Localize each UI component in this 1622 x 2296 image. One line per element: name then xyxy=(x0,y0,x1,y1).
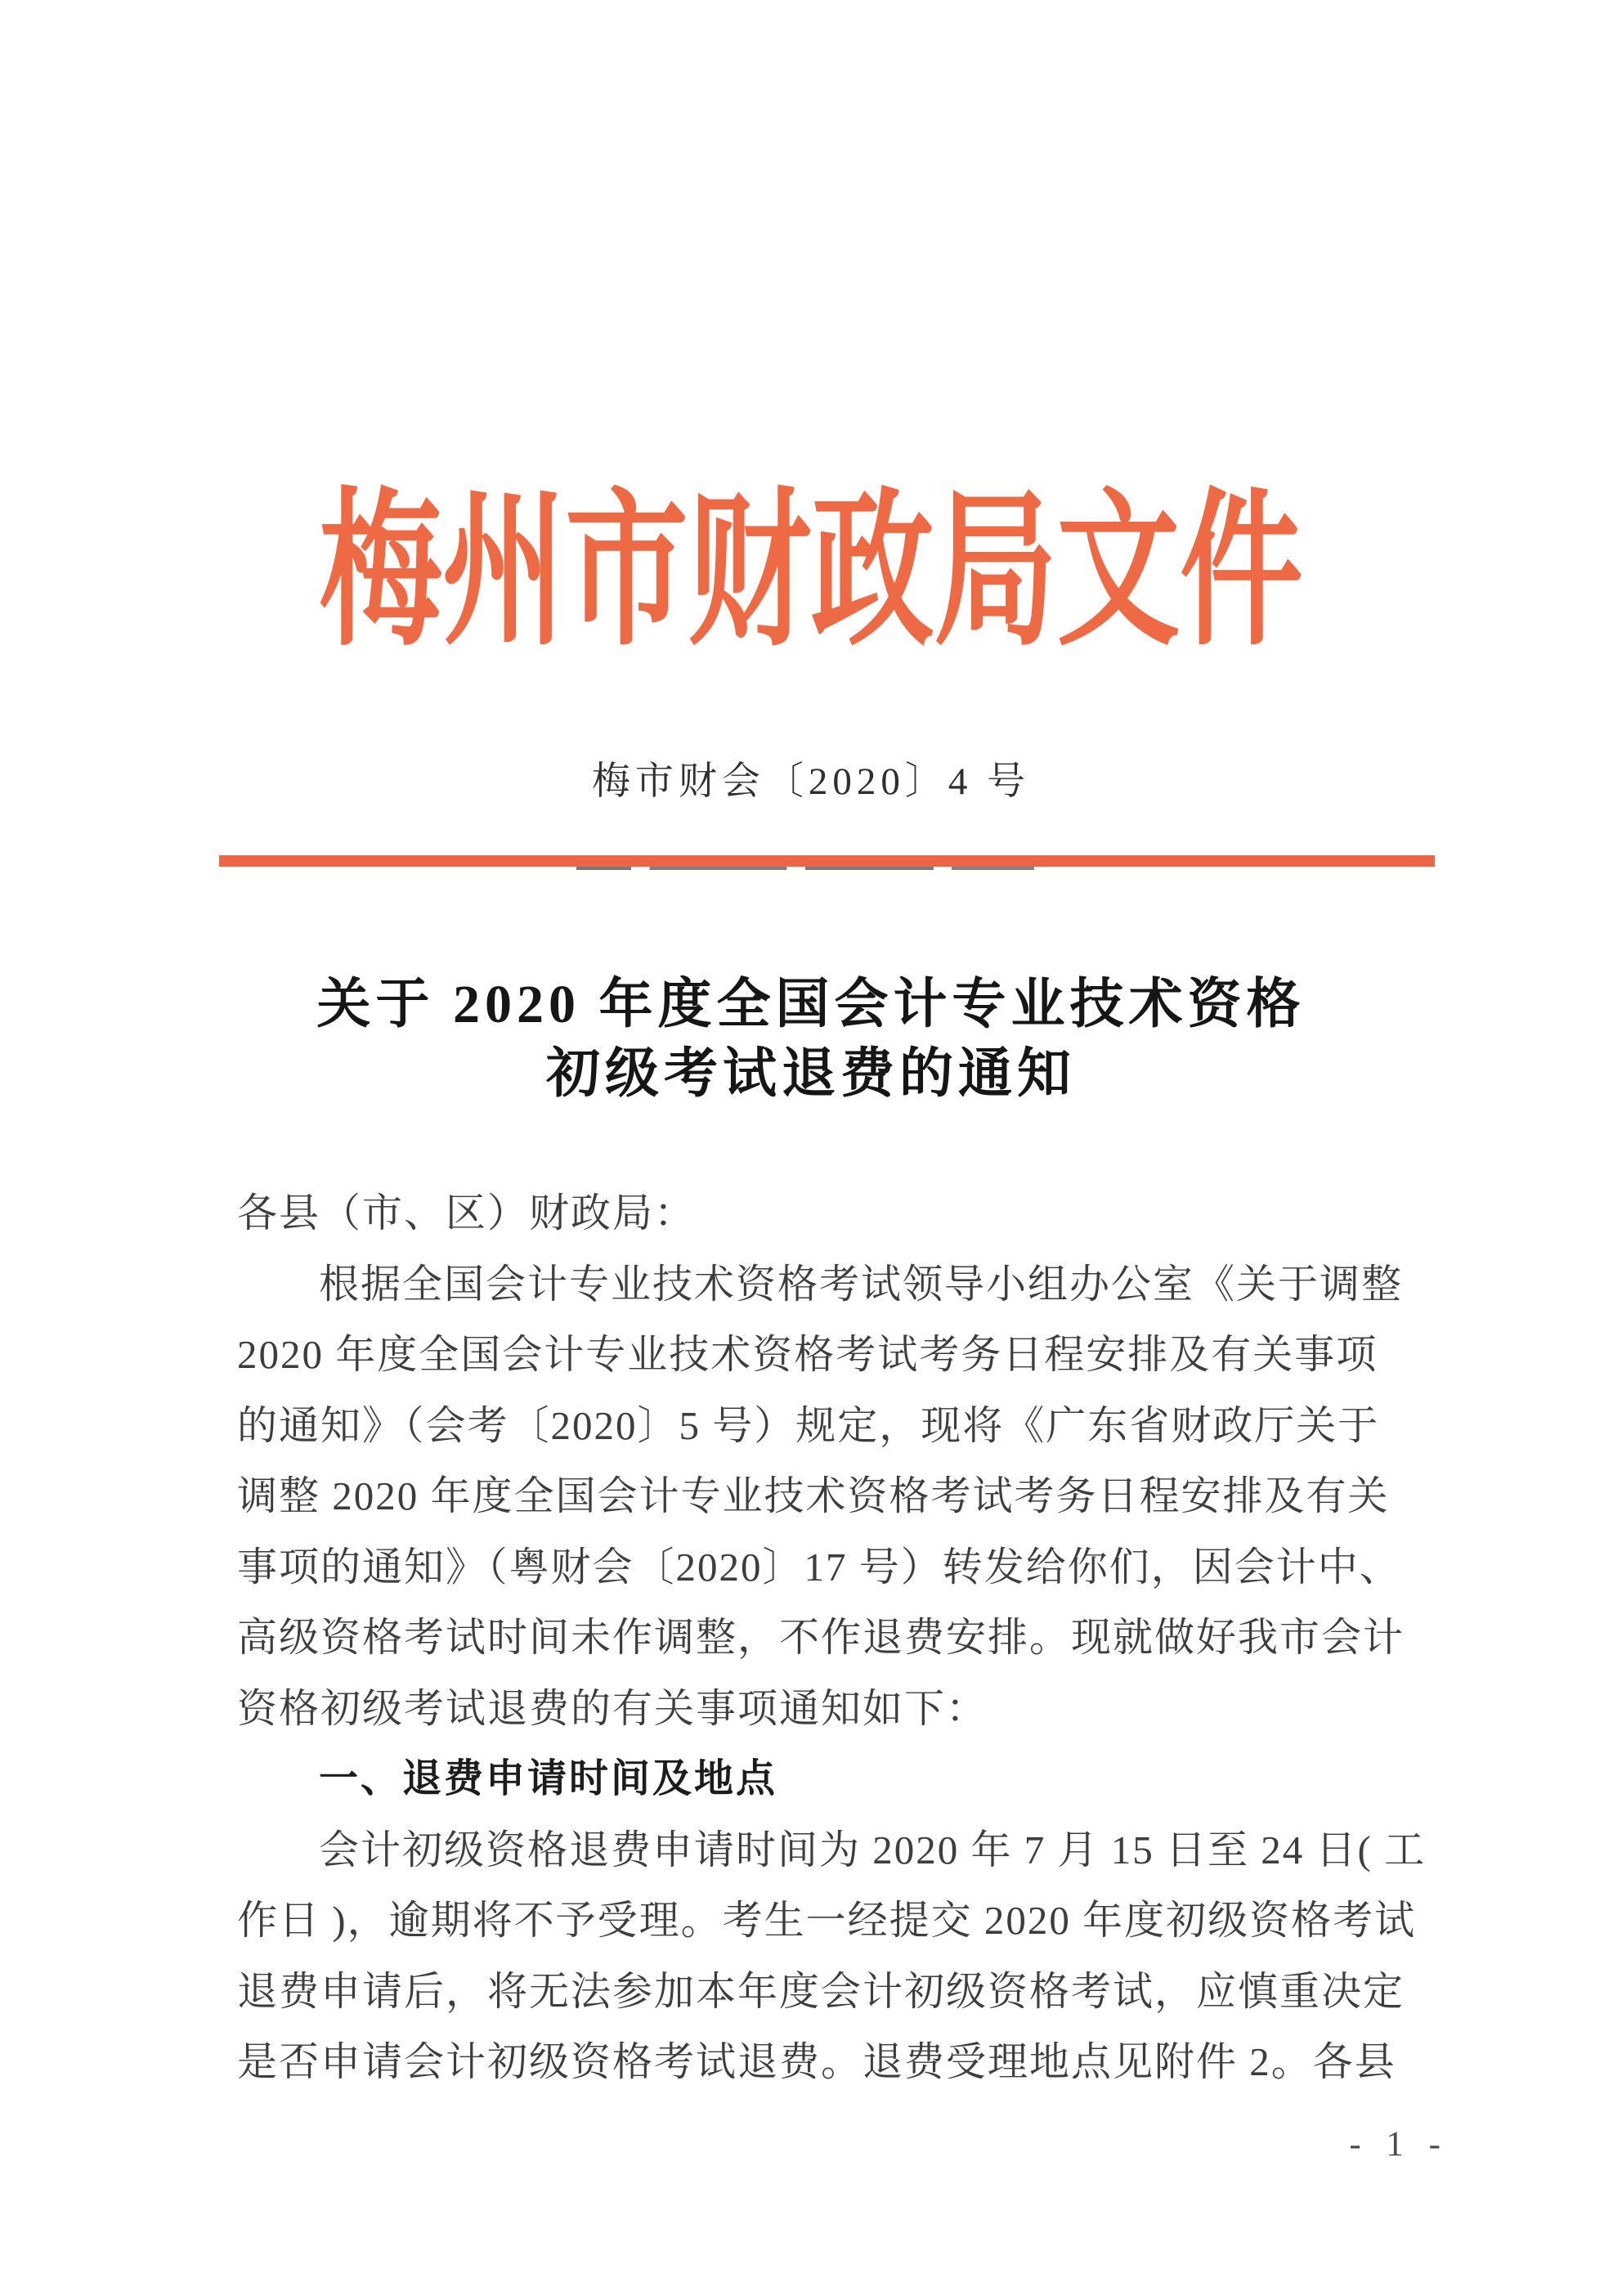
letterhead-divider-rule xyxy=(219,855,1435,867)
paragraph2-line: 作日 )，逾期将不予受理。考生一经提交 2020 年度初级资格考试 xyxy=(237,1898,1417,1943)
section1-heading: 一、退费申请时间及地点 xyxy=(319,1757,778,1800)
document-title-line-2: 初级考试退费的通知 xyxy=(546,1044,1076,1104)
paragraph1-line: 2020 年度全国会计专业技术资格考试考务日程安排及有关事项 xyxy=(237,1332,1378,1377)
paragraph1-line: 的通知》（会考〔2020〕5 号）规定，现将《广东省财政厅关于 xyxy=(237,1402,1380,1448)
page-number: - 1 - xyxy=(1349,2125,1449,2164)
paragraph1-line: 调整 2020 年度全国会计专业技术资格考试考务日程安排及有关 xyxy=(237,1473,1390,1518)
paragraph1-line: 资格初级考试退费的有关事项通知如下： xyxy=(237,1685,988,1731)
paragraph1-line: 根据全国会计专业技术资格考试领导小组办公室《关于调整 xyxy=(319,1261,1404,1307)
agency-letterhead-title: 梅州市财政局文件 xyxy=(319,478,1303,666)
scan-artifact-smudge xyxy=(576,867,1034,870)
paragraph2-line: 退费申请后，将无法参加本年度会计初级资格考试，应慎重决定 xyxy=(237,1968,1405,2014)
paragraph1-line: 事项的通知》（粤财会〔2020〕17 号）转发给你们，因会计中、 xyxy=(237,1544,1401,1590)
salutation-line: 各县（市、区）财政局： xyxy=(237,1191,697,1235)
document-body xyxy=(237,1178,1443,2098)
paragraph2-line: 是否申请会计初级资格考试退费。退费受理地点见附件 2。各县 xyxy=(237,2039,1396,2084)
paragraph1-line: 高级资格考试时间未作调整，不作退费安排。现就做好我市会计 xyxy=(237,1615,1405,1660)
paragraph2-line: 会计初级资格退费申请时间为 2020 年 7 月 15 日至 24 日( 工 xyxy=(319,1827,1427,1872)
document-title xyxy=(0,970,1622,1109)
document-reference-number: 梅市财会〔2020〕4 号 xyxy=(591,760,1031,803)
document-title-line-1: 关于 2020 年度全国会计专业技术资格 xyxy=(316,975,1306,1034)
